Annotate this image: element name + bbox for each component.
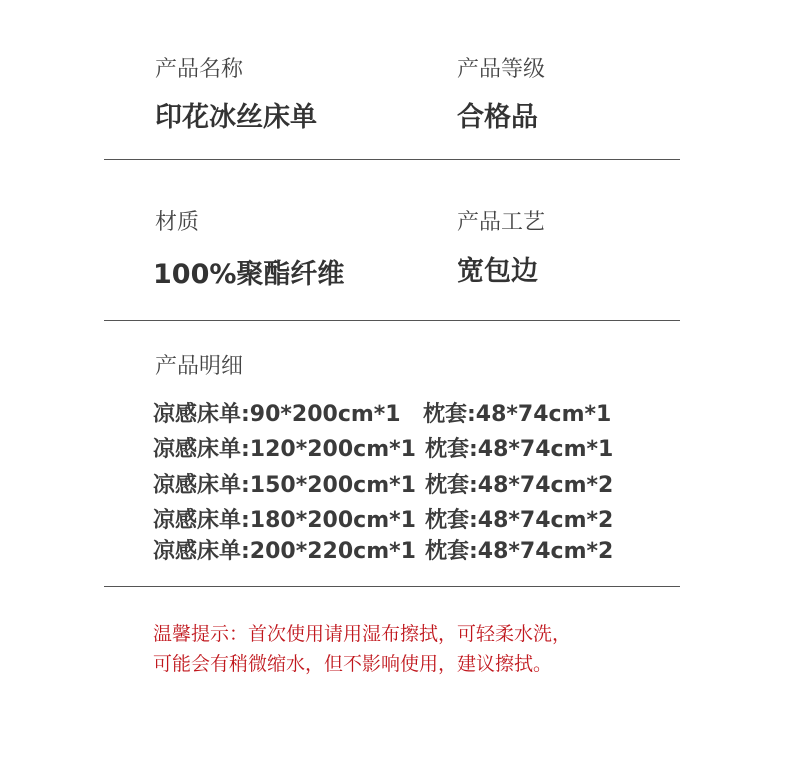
product-name-value: 印花冰丝床单: [155, 102, 317, 133]
detail-row-sheet: 凉感床单:180*200cm*1: [153, 508, 416, 533]
divider-1: [104, 159, 680, 160]
notice-line-2: 可能会有稍微缩水，但不影响使用，建议擦拭。: [153, 653, 553, 675]
detail-row-sheet: 凉感床单:150*200cm*1: [153, 473, 416, 498]
detail-row-pillow: 枕套:48*74cm*2: [425, 539, 614, 564]
notice-line-1: 温馨提示：首次使用请用湿布擦拭，可轻柔水洗，: [153, 623, 572, 645]
divider-3: [104, 586, 680, 587]
divider-2: [104, 320, 680, 321]
product-grade-label: 产品等级: [457, 57, 546, 82]
craft-value: 宽包边: [457, 256, 538, 287]
detail-row-pillow: 枕套:48*74cm*1: [425, 437, 614, 462]
detail-row-pillow: 枕套:48*74cm*2: [425, 508, 614, 533]
material-label: 材质: [155, 210, 200, 235]
detail-row-sheet: 凉感床单:120*200cm*1: [153, 437, 416, 462]
detail-row-pillow: 枕套:48*74cm*1: [423, 402, 612, 427]
material-value: 100%聚酯纤维: [153, 259, 345, 290]
details-label: 产品明细: [155, 354, 244, 379]
craft-label: 产品工艺: [457, 210, 546, 235]
product-name-label: 产品名称: [155, 57, 244, 82]
detail-row-pillow: 枕套:48*74cm*2: [425, 473, 614, 498]
detail-row-sheet: 凉感床单:200*220cm*1: [153, 539, 416, 564]
detail-row-sheet: 凉感床单:90*200cm*1: [153, 402, 401, 427]
product-grade-value: 合格品: [457, 102, 538, 133]
